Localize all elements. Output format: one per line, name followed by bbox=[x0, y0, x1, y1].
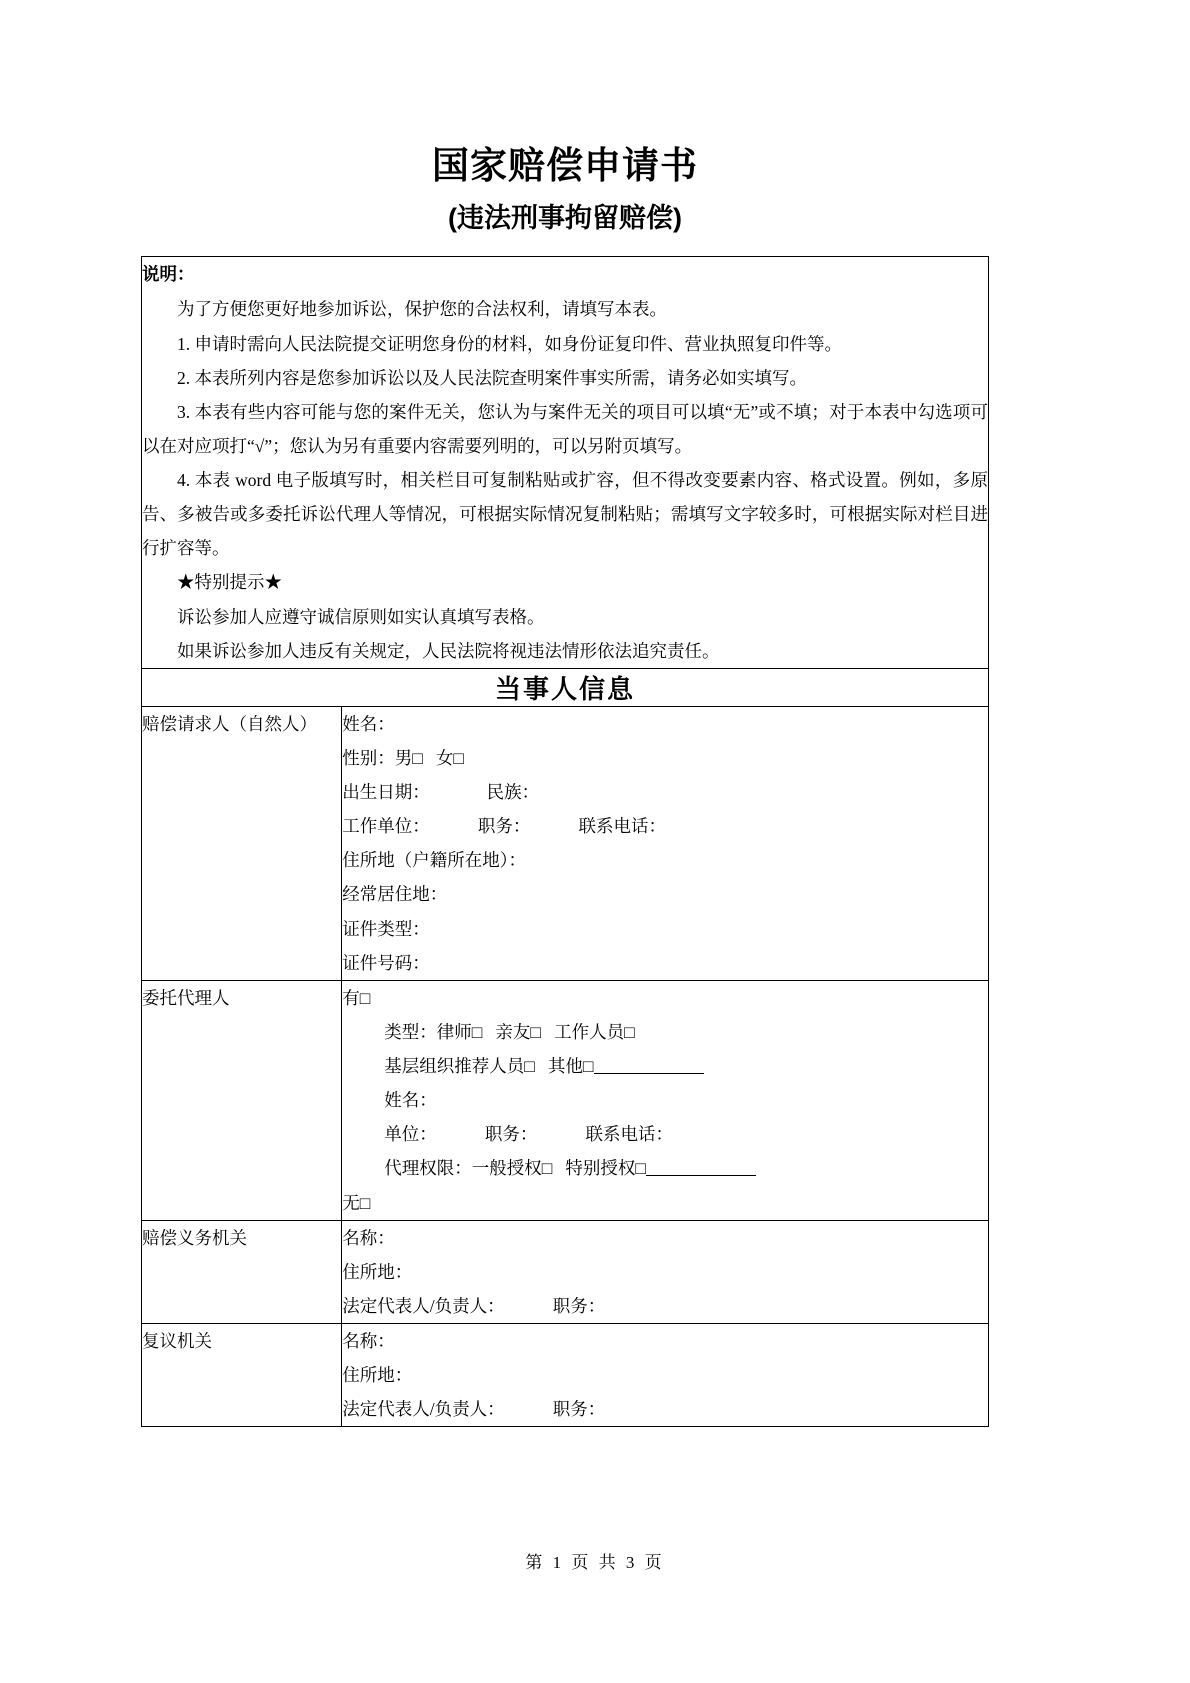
page-title: 国家赔偿申请书 bbox=[432, 145, 698, 186]
field-line-label: 名称： bbox=[342, 1227, 395, 1248]
instructions-cell bbox=[142, 257, 989, 669]
field-line-label: 有□ bbox=[342, 987, 371, 1008]
form-table-body bbox=[142, 257, 989, 707]
field-line[interactable] bbox=[342, 1151, 988, 1185]
special-notice-line: 如果诉讼参加人违反有关规定，人民法院将视违法情形依法追究责任。 bbox=[177, 640, 720, 661]
field-line[interactable] bbox=[342, 1255, 988, 1289]
field-line-label: 住所地： bbox=[342, 1365, 413, 1386]
field-line[interactable] bbox=[342, 843, 988, 877]
party-rows bbox=[142, 706, 989, 1427]
field-line[interactable] bbox=[342, 1358, 988, 1392]
field-line-label: 证件类型： bbox=[342, 918, 430, 939]
field-line[interactable] bbox=[342, 1083, 988, 1117]
field-line[interactable] bbox=[342, 912, 988, 946]
row-value[interactable] bbox=[342, 1220, 989, 1323]
table-row bbox=[142, 706, 989, 980]
row-label: 委托代理人 bbox=[142, 980, 342, 1220]
field-line[interactable] bbox=[342, 775, 988, 809]
field-line-label: 单位： 职务： 联系电话： bbox=[384, 1124, 673, 1145]
instruction-paragraph: 4. 本表 word 电子版填写时，相关栏目可复制粘贴或扩容，但不得改变要素内容、格式设置。例如，多原告、多被告或多委托诉讼代理人等情况，可根据实际情况复制粘贴；需填写文字较多时，可根据实际对栏目进行扩容等。 bbox=[142, 470, 988, 559]
instruction-paragraph: 3. 本表有些内容可能与您的案件无关，您认为与案件无关的项目可以填“无”或不填；对于本表中勾选项可以在对应项打“√”；您认为另有重要内容需要列明的，可以另附页填写。 bbox=[142, 401, 988, 456]
field-line[interactable] bbox=[342, 1392, 988, 1426]
page-footer bbox=[0, 1548, 1190, 1573]
row-label: 赔偿请求人（自然人） bbox=[142, 706, 342, 980]
field-line-label: 住所地： bbox=[342, 1261, 413, 1282]
field-line[interactable] bbox=[342, 877, 988, 911]
table-row bbox=[142, 980, 989, 1220]
field-line[interactable] bbox=[342, 1289, 988, 1323]
row-value[interactable] bbox=[342, 706, 989, 980]
fill-in-blank[interactable] bbox=[594, 1073, 704, 1074]
field-line[interactable] bbox=[342, 1186, 988, 1220]
field-line-label: 无□ bbox=[342, 1192, 371, 1213]
field-line-label: 证件号码： bbox=[342, 952, 430, 973]
field-line-label: 基层组织推荐人员□ 其他□ bbox=[384, 1056, 594, 1077]
table-row bbox=[142, 1220, 989, 1323]
page-number-text: 第 1 页 共 3 页 bbox=[525, 1553, 665, 1572]
title-block bbox=[141, 0, 989, 236]
field-line-label: 名称： bbox=[342, 1331, 395, 1352]
field-line[interactable] bbox=[342, 1015, 988, 1049]
instructions-heading: 说明： bbox=[142, 264, 195, 285]
special-notice-line: 诉讼参加人应遵守诚信原则如实认真填写表格。 bbox=[177, 606, 545, 627]
field-line-label: 出生日期： 民族： bbox=[342, 782, 540, 803]
page-subtitle: (违法刑事拘留赔偿) bbox=[448, 203, 682, 234]
instruction-paragraph: 为了方便您更好地参加诉讼，保护您的合法权利，请填写本表。 bbox=[177, 299, 667, 320]
field-line-label: 代理权限：一般授权□ 特别授权□ bbox=[384, 1158, 646, 1179]
field-line-label: 姓名： bbox=[342, 713, 395, 734]
field-line[interactable] bbox=[342, 981, 988, 1015]
section-banner-party-info: 当事人信息 bbox=[142, 668, 989, 706]
row-label: 复议机关 bbox=[142, 1324, 342, 1427]
field-line-label: 类型：律师□ 亲友□ 工作人员□ bbox=[384, 1021, 635, 1042]
table-row bbox=[142, 1324, 989, 1427]
field-line[interactable] bbox=[342, 1221, 988, 1255]
instruction-paragraph: 2. 本表所列内容是您参加诉讼以及人民法院查明案件事实所需，请务必如实填写。 bbox=[177, 367, 807, 388]
instruction-paragraph: 1. 申请时需向人民法院提交证明您身份的材料，如身份证复印件、营业执照复印件等。 bbox=[177, 333, 842, 354]
field-line[interactable] bbox=[342, 1049, 988, 1083]
field-line-label: 法定代表人/负责人： 职务： bbox=[342, 1295, 606, 1316]
row-value[interactable] bbox=[342, 1324, 989, 1427]
field-line-label: 工作单位： 职务： 联系电话： bbox=[342, 816, 666, 837]
fill-in-blank[interactable] bbox=[646, 1175, 756, 1176]
row-label: 赔偿义务机关 bbox=[142, 1220, 342, 1323]
field-line-label: 性别：男□ 女□ bbox=[342, 747, 464, 768]
field-line[interactable] bbox=[342, 741, 988, 775]
field-line-label: 姓名： bbox=[384, 1090, 437, 1111]
instructions-row bbox=[142, 257, 989, 669]
field-line-label: 法定代表人/负责人： 职务： bbox=[342, 1399, 606, 1420]
special-notices bbox=[142, 600, 988, 668]
field-line[interactable] bbox=[342, 946, 988, 980]
field-line[interactable] bbox=[342, 1117, 988, 1151]
application-form-table bbox=[141, 256, 989, 1427]
field-line-label: 经常居住地： bbox=[342, 884, 448, 905]
field-line-label: 住所地（户籍所在地）： bbox=[342, 850, 526, 871]
section-banner-row bbox=[142, 668, 989, 706]
field-line[interactable] bbox=[342, 707, 988, 741]
field-line[interactable] bbox=[342, 1324, 988, 1358]
row-value[interactable] bbox=[342, 980, 989, 1220]
field-line[interactable] bbox=[342, 809, 988, 843]
instructions-paragraphs bbox=[142, 292, 988, 565]
document-body bbox=[141, 0, 989, 1427]
special-notice-title: ★特别提示★ bbox=[177, 572, 282, 593]
